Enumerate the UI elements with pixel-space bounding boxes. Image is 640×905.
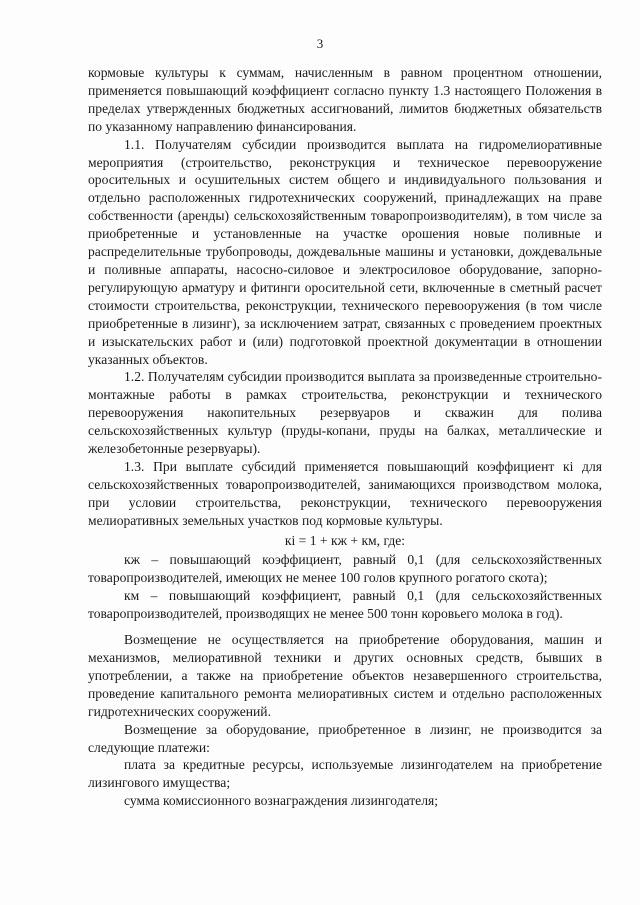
definition-km: км – повышающий коэффициент, равный 0,1 (для сельскохозяйственных товаропроизводителей, производящих не менее 500 тонн коровьего молока в год). bbox=[88, 588, 602, 622]
page-number: 3 bbox=[316, 36, 324, 51]
definition-kzh: кж – повышающий коэффициент, равный 0,1 (для сельскохозяйственных товаропроизводителей, имеющих не менее 100 голов крупного рогатого скота); bbox=[88, 552, 602, 586]
paragraph-1-3: 1.3. При выплате субсидий применяется повышающий коэффициент кi для сельскохозяйственных товаропроизводителей, занимающихся производством молока, при условии строительства, реконструкции, технического перевооружения мелиоративных земельных участков под кормовые культуры. bbox=[88, 458, 602, 528]
coefficient-formula: кi = 1 + кж + км, где: bbox=[284, 532, 406, 548]
document-body bbox=[88, 64, 602, 810]
paragraph-exclusions: Возмещение не осуществляется на приобретение оборудования, машин и механизмов, мелиоративной техники и других основных средств, бывших в употреблении, а также на приобретение объектов незавершенного строительства, проведение капитального ремонта мелиоративных систем и отдельно расположенных гидротехнических сооружений. bbox=[88, 632, 602, 719]
list-item-credit-fee: плата за кредитные ресурсы, используемые лизингодателем на приобретение лизингового имущества; bbox=[88, 757, 602, 791]
spacer bbox=[88, 623, 602, 631]
paragraph-1-2: 1.2. Получателям субсидии производится выплата за произведенные строительно-монтажные работы в рамках строительства, реконструкции и технического перевооружения накопительных резервуаров и скважин для полива сельскохозяйственных культур (пруды-копани, пруды на балках, металлические и железобетонные резервуары). bbox=[88, 369, 602, 457]
paragraph-intro-continued: кормовые культуры к суммам, начисленным в равном процентном отношении, применяется повышающий коэффициент согласно пункту 1.3 настоящего Положения в пределах утвержденных бюджетных ассигнований, лимитов бюджетных обязательств по указанному направлению финансирования. bbox=[88, 65, 602, 134]
list-item-commission: сумма комиссионного вознаграждения лизингодателя; bbox=[124, 793, 439, 809]
paragraph-leasing: Возмещение за оборудование, приобретенное в лизинг, не производится за следующие платежи: bbox=[88, 721, 602, 755]
paragraph-1-1: 1.1. Получателям субсидии производится выплата на гидромелиоративные мероприятия (строительство, реконструкция и техническое перевооружение оросительных и осушительных систем общего и индивидуального пользования и отдельно расположенных гидротехнических сооружений, принадлежащих на праве собственности (аренды) сельскохозяйственным товаропроизводителям), в том числе за приобретенные и установленные на участке орошения новые поливные и распределительные трубопроводы, дождевальные машины и установки, дождевальные и поливные аппараты, насосно-силовое и электросиловое оборудование, запорно-регулирующую арматуру и фитинги оросительной сети, включенные в сметный расчет стоимости строительства, реконструкции, технического перевооружения (в том числе приобретенные в лизинг), за исключением затрат, связанных с проведением проектных и изыскательских работ и (или) подготовкой проектной документации в отношении указанных объектов. bbox=[88, 136, 602, 367]
